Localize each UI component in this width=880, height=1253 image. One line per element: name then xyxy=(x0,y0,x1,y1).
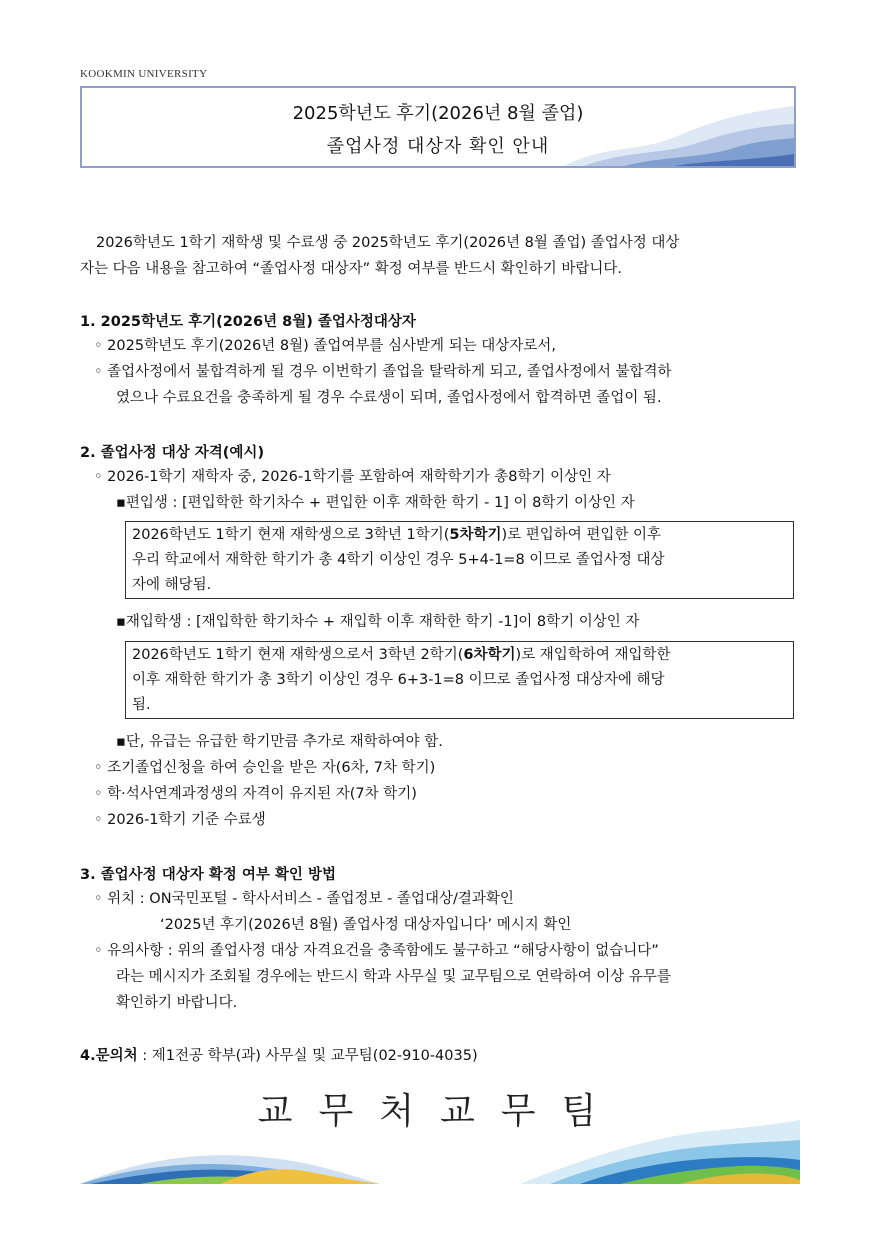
section2-note: ▪단, 유급는 유급한 학기만큼 추가로 재학하여야 함. xyxy=(116,734,443,750)
transfer-example-line3: 자에 해당됨. xyxy=(132,577,212,593)
section3-title: 3. 졸업사정 대상자 확정 여부 확인 방법 xyxy=(80,867,336,883)
section4-contact xyxy=(80,1043,478,1069)
section4-label: 4.문의처 xyxy=(80,1048,138,1064)
header-title-line1: 2025학년도 후기(2026년 8월 졸업) xyxy=(292,103,584,124)
section3-item2-line3: 확인하기 바랍니다. xyxy=(116,995,238,1011)
readmit-example-line1: 2026학년도 1학기 현재 재학생으로서 3학년 2학기(6차학기)로 재입학하여 재입학한 xyxy=(132,647,671,663)
transfer-example-line2: 우리 학교에서 재학한 학기가 총 4학기 이상인 경우 5+4-1=8 이므로 졸업사정 대상 xyxy=(132,552,665,568)
intro-line2: 자는 다음 내용을 참고하여 “졸업사정 대상자” 확정 여부를 반드시 확인하기 바랍니다. xyxy=(80,261,622,277)
section2-item3: ◦ 학·석사연계과정생의 자격이 유지된 자(7차 학기) xyxy=(94,786,417,802)
office-name: 교무처교무팀 xyxy=(257,1091,623,1132)
intro-line1: 2026학년도 1학기 재학생 및 수료생 중 2025학년도 후기(2026년 8월 졸업) 졸업사정 대상 xyxy=(96,235,680,251)
section2-item2: ◦ 조기졸업신청을 하여 승인을 받은 자(6차, 7차 학기) xyxy=(94,760,436,776)
section1-item1: ◦ 2025학년도 후기(2026년 8월) 졸업여부를 심사받게 되는 대상자로서, xyxy=(94,338,556,354)
readmit-example-line2: 이후 재학한 학기가 총 3학기 이상인 경우 6+3-1=8 이므로 졸업사정 대상자에 해당 xyxy=(132,672,665,688)
readmit-example-box xyxy=(125,641,794,719)
section1-item2-line1: ◦ 졸업사정에서 불합격하게 될 경우 이번학기 졸업을 탈락하게 되고, 졸업사정에서 불합격하 xyxy=(94,364,672,380)
readmit-example-line3: 됨. xyxy=(132,697,151,713)
section2-item4: ◦ 2026-1학기 기준 수료생 xyxy=(94,812,266,828)
transfer-rule: ▪편입생 : [편입학한 학기차수 + 편입한 이후 재학한 학기 - 1] 이 8학기 이상인 자 xyxy=(116,495,635,511)
section3-item1: ◦ 위치 : ON국민포털 - 학사서비스 - 졸업정보 - 졸업대상/결과확인 xyxy=(94,891,514,907)
transfer-example-line1: 2026학년도 1학기 현재 재학생으로 3학년 1학기(5차학기)로 편입하여 편입한 이후 xyxy=(132,527,662,543)
section2-title: 2. 졸업사정 대상 자격(예시) xyxy=(80,445,265,461)
section3-item2-line2: 라는 메시지가 조회될 경우에는 반드시 학과 사무실 및 교무팀으로 연락하여 이상 유무를 xyxy=(116,969,671,985)
header-box xyxy=(80,86,796,168)
header-title-line2: 졸업사정 대상자 확인 안내 xyxy=(326,136,550,157)
transfer-semester-bold: 5차학기 xyxy=(449,527,502,543)
transfer-example-box xyxy=(125,521,794,599)
section1-title: 1. 2025학년도 후기(2026년 8월) 졸업사정대상자 xyxy=(80,314,416,330)
section2-item1: ◦ 2026-1학기 재학자 중, 2026-1학기를 포함하여 재학학기가 총8학기 이상인 자 xyxy=(94,469,611,485)
section3-item1-sub: ‘2025년 후기(2026년 8월) 졸업사정 대상자입니다’ 메시지 확인 xyxy=(160,917,572,933)
section3-item2-line1: ◦ 유의사항 : 위의 졸업사정 대상 자격요건을 충족함에도 불구하고 “해당사항이 없습니다” xyxy=(94,943,659,959)
university-logo-text: KOOKMIN UNIVERSITY xyxy=(80,68,208,80)
section4-text: : 제1전공 학부(과) 사무실 및 교무팀(02-910-4035) xyxy=(137,1048,478,1064)
readmit-rule: ▪재입학생 : [재입학한 학기차수 + 재입학 이후 재학한 학기 -1]이 8학기 이상인 자 xyxy=(116,614,640,630)
section1-item2-line2: 였으나 수료요건을 충족하게 될 경우 수료생이 되며, 졸업사정에서 합격하면 졸업이 됨. xyxy=(116,390,662,406)
footer-wave-decoration xyxy=(80,1120,800,1184)
readmit-semester-bold: 6차학기 xyxy=(463,647,516,663)
